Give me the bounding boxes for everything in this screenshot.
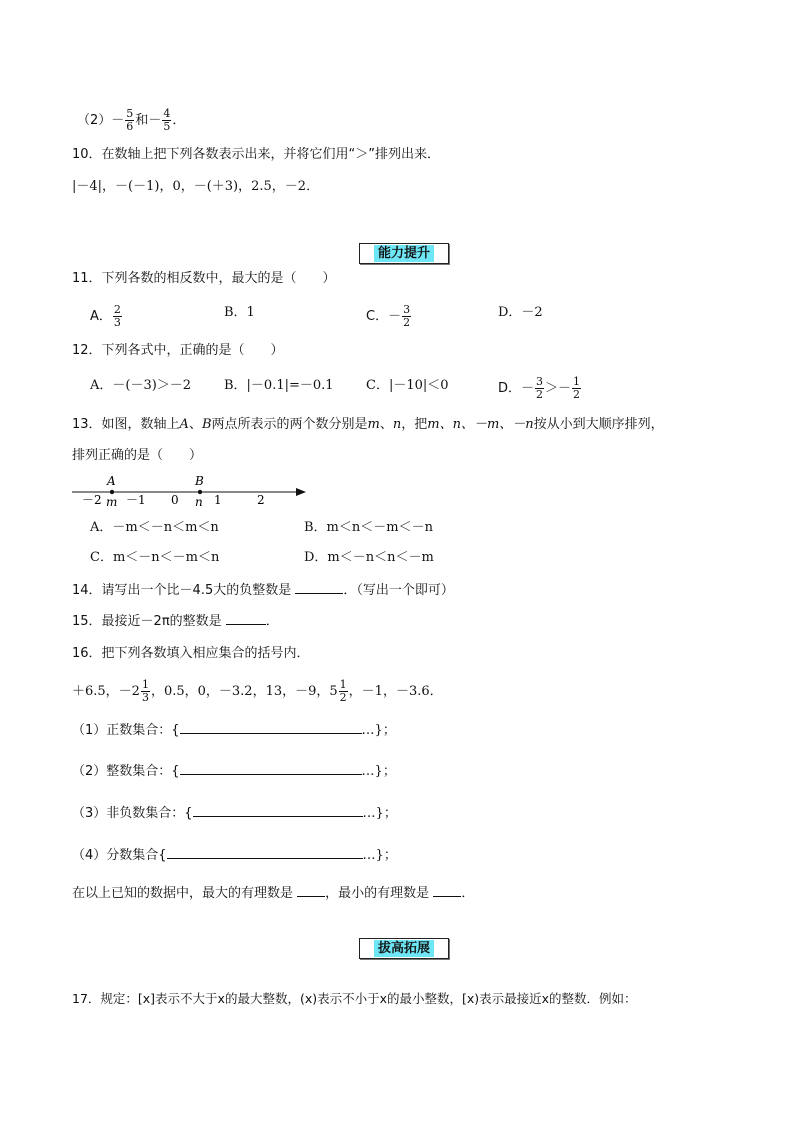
- section-banner-extension: [359, 938, 449, 959]
- banner-text: 拔高拓展: [374, 940, 434, 957]
- set-close: …}；: [362, 848, 397, 863]
- denominator: 2: [339, 691, 347, 704]
- answer-blank[interactable]: [433, 884, 461, 897]
- stem-text: 13．如图，数轴上: [72, 417, 180, 432]
- period: ．: [172, 113, 186, 128]
- numerator: 2: [113, 303, 121, 316]
- denominator: 2: [403, 316, 411, 329]
- answer-blank[interactable]: [180, 762, 362, 775]
- q11-option-c: [366, 304, 412, 329]
- separator: 、: [188, 417, 202, 432]
- option-label: C．: [366, 309, 389, 324]
- point-b: B: [201, 417, 212, 432]
- numerator: 3: [403, 303, 411, 316]
- stem-text: 在以上已知的数据中，最大的有理数是: [72, 886, 294, 901]
- set-label: （1）正数集合：{: [72, 723, 180, 738]
- denominator: 5: [163, 120, 171, 133]
- q13-option-c: C．m＜－n＜－m＜n: [90, 550, 220, 565]
- q12-option-c: C．|－10|＜0: [366, 378, 449, 393]
- q13-option-a: A．－m＜－n＜m＜n: [90, 520, 219, 535]
- q11-option-a: [90, 304, 123, 329]
- q9-part2: [77, 108, 185, 133]
- set-label: （2）整数集合：{: [72, 764, 180, 779]
- banner-text: 能力提升: [374, 245, 434, 262]
- fraction: [402, 304, 411, 329]
- stem-text: 15．最接近－2π的整数是: [72, 614, 222, 629]
- var-list: m、n、－m、－n: [427, 417, 534, 432]
- q12-stem: 12．下列各式中，正确的是（ ）: [72, 343, 284, 358]
- stem-text: 两点所表示的两个数分别是: [211, 417, 368, 432]
- set-close: …}；: [361, 723, 396, 738]
- tick-label: －1: [126, 493, 146, 507]
- q16-numbers: [72, 679, 443, 704]
- number-line-figure: [70, 472, 310, 512]
- q15: [72, 612, 279, 631]
- denominator: 3: [113, 316, 121, 329]
- fraction: [572, 376, 581, 401]
- axis-arrow: [296, 488, 306, 496]
- stem-text: ．: [461, 886, 475, 901]
- q14: [72, 581, 454, 600]
- numerator: 3: [536, 375, 544, 388]
- point-a: A: [179, 417, 189, 432]
- var-n: n: [392, 417, 402, 432]
- fraction: [339, 679, 348, 704]
- q16-set-nonnegative: [72, 804, 397, 823]
- q16-final: [72, 884, 474, 903]
- answer-blank[interactable]: [167, 846, 363, 859]
- fraction: [141, 679, 150, 704]
- q13-option-d: D．m＜－n＜n＜－m: [304, 550, 434, 565]
- numerator: 1: [339, 678, 347, 691]
- numerator: 1: [573, 375, 581, 388]
- q16-set-positive: [72, 721, 396, 740]
- minus-sign: －: [111, 113, 125, 128]
- point-a-value: m: [106, 495, 118, 509]
- set-label: （4）分数集合{: [72, 848, 167, 863]
- answer-blank[interactable]: [295, 581, 343, 594]
- q13-stem-line2: 排列正确的是（ ）: [72, 448, 203, 463]
- answer-blank[interactable]: [193, 804, 363, 817]
- q11-stem: 11．下列各数的相反数中，最大的是（ ）: [72, 271, 336, 286]
- var-m: m: [367, 417, 380, 432]
- tick-label: 0: [171, 493, 179, 507]
- numbers-text: ＋6.5，－2: [72, 684, 140, 699]
- section-banner-ability: [359, 243, 449, 264]
- stem-text: 14．请写出一个比－4.5大的负整数是: [72, 583, 292, 598]
- answer-blank[interactable]: [297, 884, 325, 897]
- denominator: 2: [573, 388, 581, 401]
- q10-numbers: |－4|，－(－1)，0，－(＋3)，2.5，－2．: [72, 179, 320, 194]
- minus-sign: －: [388, 309, 402, 324]
- denominator: 6: [126, 120, 134, 133]
- q12-option-a: A．－(－3)＞－2: [90, 378, 192, 393]
- separator: 、: [379, 417, 393, 432]
- minus-sign: －: [521, 381, 535, 396]
- stem-text: ．（写出一个即可）: [343, 583, 454, 598]
- q10-stem: 10．在数轴上把下列各数表示出来，并将它们用“＞”排列出来．: [72, 147, 441, 162]
- q12-option-d: [498, 376, 582, 401]
- stem-text: ，最小的有理数是: [325, 886, 430, 901]
- point-a-dot: [110, 490, 114, 494]
- q16-stem: 16．把下列各数填入相应集合的括号内．: [72, 646, 310, 661]
- tick-label: 1: [214, 493, 222, 507]
- minus-sign: －: [148, 113, 162, 128]
- set-close: …}；: [361, 764, 396, 779]
- and-text: 和: [135, 113, 149, 128]
- numbers-text: ，－1，－3.6．: [348, 684, 443, 699]
- q11-option-b: B．1: [224, 305, 255, 320]
- denominator: 3: [141, 691, 149, 704]
- set-close: …}；: [362, 806, 397, 821]
- numerator: 1: [141, 678, 149, 691]
- q13-option-b: B．m＜n＜－m＜－n: [304, 520, 433, 535]
- point-b-label: B: [195, 474, 204, 488]
- tick-label: 2: [257, 493, 265, 507]
- fraction: [162, 108, 171, 133]
- point-a-label: A: [107, 474, 116, 488]
- q13-stem-line1: [72, 416, 664, 434]
- q12-option-b: B．|－0.1|=－0.1: [224, 378, 334, 393]
- answer-blank[interactable]: [226, 612, 266, 625]
- answer-blank[interactable]: [180, 721, 362, 734]
- tick-label: －2: [82, 493, 102, 507]
- q17-stem: 17．规定：[x]表示不大于x的最大整数，(x)表示不小于x的最小整数，[x)表示最接近x的整数．例如：: [72, 991, 637, 1006]
- fraction: [125, 108, 134, 133]
- set-label: （3）非负数集合：{: [72, 806, 193, 821]
- fraction: [113, 304, 122, 329]
- q16-set-integer: [72, 762, 396, 781]
- q16-set-fraction: [72, 846, 397, 865]
- stem-text: 按从小到大顺序排列，: [533, 417, 664, 432]
- denominator: 2: [536, 388, 544, 401]
- point-b-value: n: [195, 495, 203, 509]
- stem-text: ．: [265, 614, 279, 629]
- stem-text: ，把: [401, 417, 428, 432]
- numerator: 4: [163, 107, 171, 120]
- option-label: D．: [498, 381, 522, 396]
- numerator: 5: [126, 107, 134, 120]
- fraction: [535, 376, 544, 401]
- part-label: （2）: [77, 113, 112, 128]
- q11-option-d: D．－2: [498, 305, 543, 320]
- numbers-text: ，0.5，0，－3.2，13，－9，5: [150, 684, 338, 699]
- point-b-dot: [198, 490, 202, 494]
- option-label: A．: [90, 309, 112, 324]
- greater-than: ＞－: [545, 381, 572, 396]
